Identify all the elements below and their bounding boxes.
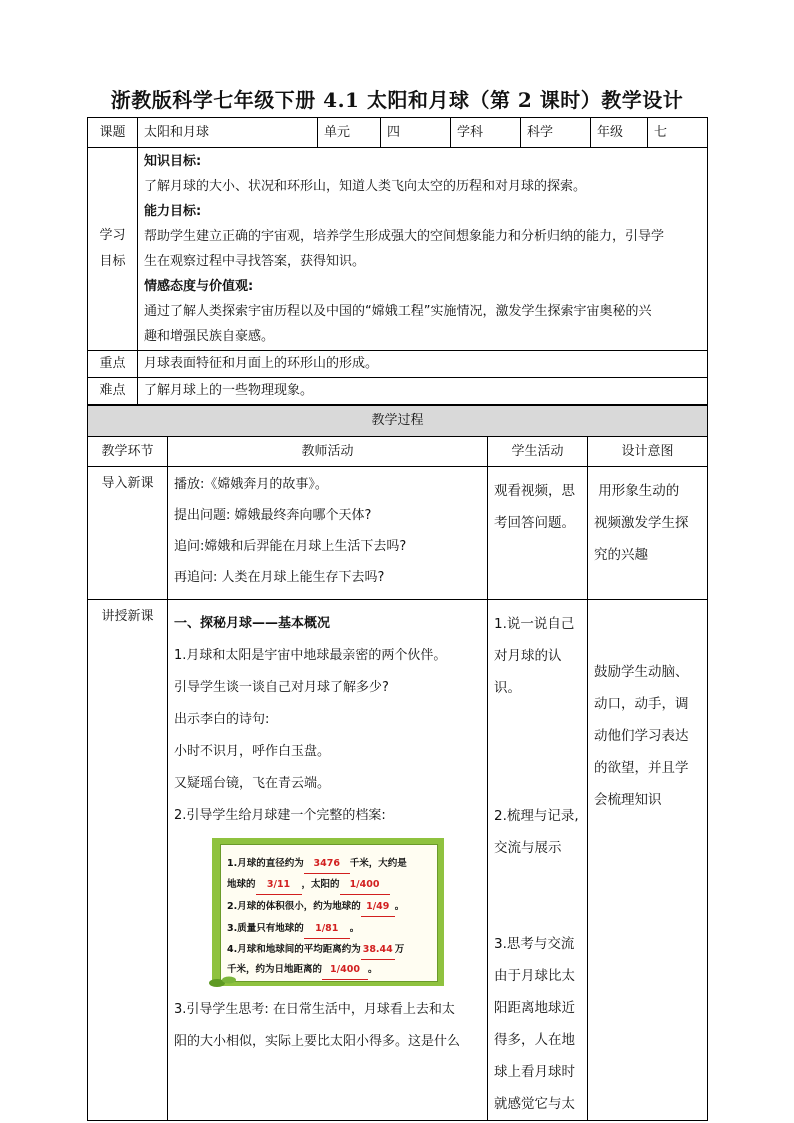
archive-answer: 3/11 [256, 876, 302, 895]
objectives-label-line: 学习 [99, 228, 126, 243]
student-line: 由于月球比太 [494, 968, 575, 984]
teacher-line: 引导学生谈一谈自己对月球了解多少? [174, 680, 389, 695]
process-header: 教学过程 [88, 406, 708, 437]
student-line: 1.说一说自己 [494, 616, 575, 632]
objectives-content [138, 148, 708, 351]
column-header: 教师活动 [168, 437, 488, 467]
attitude-heading: 情感态度与价值观: [144, 279, 254, 294]
archive-answer: 38.44 [361, 941, 395, 960]
student-line: 交流与展示 [494, 840, 562, 856]
grade-value: 七 [648, 118, 708, 148]
objectives-label [88, 148, 138, 351]
ability-text: 生在观察过程中寻找答案，获得知识。 [144, 254, 366, 269]
info-table [87, 117, 708, 405]
key-point-text: 月球表面特征和月面上的环形山的形成。 [138, 351, 708, 378]
leaf-decoration-icon [208, 972, 238, 990]
stage-lecture: 讲授新课 [88, 600, 168, 1121]
column-header: 教学环节 [88, 437, 168, 467]
archive-line [227, 941, 404, 960]
archive-text: 2.月球的体积很小，约为地球的 [227, 901, 361, 912]
intent-line: 视频激发学生探 [594, 515, 689, 531]
teacher-line: 1.月球和太阳是宇宙中地球最亲密的两个伙伴。 [174, 648, 447, 663]
archive-text: 千米，大约是 [349, 858, 407, 869]
intent-line: 动他们学习表达 [594, 728, 689, 744]
student-line: 2.梳理与记录, [494, 808, 579, 824]
student-line: 对月球的认识。 [494, 648, 562, 696]
student-line: 观看视频，思 [494, 483, 575, 499]
ability-heading: 能力目标: [144, 204, 202, 219]
student-line: 阳距离地球近 [494, 1000, 575, 1016]
teacher-line: 2.引导学生给月球建一个完整的档案: [174, 808, 386, 823]
teacher-line: 又疑瑶台镜，飞在青云端。 [174, 776, 331, 791]
attitude-text: 趣和增强民族自豪感。 [144, 329, 275, 344]
intent-line: 究的兴趣 [594, 547, 648, 563]
unit-label: 单元 [318, 118, 381, 148]
difficulty-text: 了解月球上的一些物理现象。 [138, 378, 708, 405]
student-activity-lecture [488, 600, 588, 1121]
student-line: 球上看月球时 [494, 1064, 575, 1080]
student-line: 就感觉它与太 [494, 1096, 575, 1112]
knowledge-text: 了解月球的大小、状况和环形山，知道人类飞向太空的历程和对月球的探索。 [144, 179, 587, 194]
key-point-label: 重点 [88, 351, 138, 378]
student-line: 考回答问题。 [494, 515, 575, 531]
unit-value: 四 [381, 118, 451, 148]
subject-value: 科学 [521, 118, 591, 148]
topic-value: 太阳和月球 [138, 118, 318, 148]
grade-label: 年级 [591, 118, 648, 148]
teacher-line: 3.引导学生思考: 在日常生活中，月球看上去和太 [174, 1002, 455, 1017]
archive-answer: 1/400 [340, 876, 390, 895]
intent-line: 鼓励学生动脑、 [594, 664, 689, 680]
archive-answer: 1/400 [322, 961, 368, 980]
column-header: 学生活动 [488, 437, 588, 467]
teacher-line: 提出问题: 嫦娥最终奔向哪个天体? [174, 508, 372, 523]
archive-line [227, 876, 390, 895]
subject-label: 学科 [451, 118, 521, 148]
knowledge-heading: 知识目标: [144, 154, 202, 169]
process-table [87, 405, 708, 1121]
archive-line: 2.月球的体积很小，约为地球的 1/49 。 [227, 898, 404, 917]
teacher-line: 出示李白的诗句: [174, 712, 270, 727]
archive-text: 地球的 [227, 879, 256, 890]
document-title: 浙教版科学七年级下册 4.1 太阳和月球（第 2 课时）教学设计 [110, 88, 684, 112]
intent-line: 会梳理知识 [594, 792, 662, 808]
archive-line: 千米，约为日地距离的 1/400 。 [227, 961, 378, 980]
student-line: 3.思考与交流 [494, 936, 575, 952]
stage-intro: 导入新课 [88, 467, 168, 600]
archive-text: ，太阳的 [301, 879, 340, 890]
teacher-activity-intro [168, 467, 488, 600]
archive-text: 万 [394, 944, 405, 955]
teacher-line: 追问:嫦娥和后羿能在月球上生活下去吗? [174, 539, 407, 554]
design-intent-lecture [588, 600, 708, 1121]
column-header: 设计意图 [588, 437, 708, 467]
archive-line [227, 855, 407, 874]
intent-line: 的欲望，并且学 [594, 760, 689, 776]
student-activity-intro [488, 467, 588, 600]
attitude-text: 通过了解人类探索宇宙历程以及中国的“嫦娥工程”实施情况，激发学生探索宇宙奥秘的兴 [144, 304, 652, 319]
intent-line: 动口，动手，调 [594, 696, 689, 712]
student-line: 得多，人在地 [494, 1032, 575, 1048]
objectives-label-line: 目标 [99, 254, 126, 269]
teacher-line: 小时不识月，呼作白玉盘。 [174, 744, 331, 759]
archive-text: 4.月球和地球间的平均距离约为 [227, 944, 361, 955]
teacher-line: 播放:《嫦娥奔月的故事》。 [174, 477, 328, 492]
archive-text: 千米，约为日地距离的 [227, 964, 323, 975]
ability-text: 帮助学生建立正确的宇宙观，培养学生形成强大的空间想象能力和分析归纳的能力，引导学 [144, 229, 665, 244]
archive-card [220, 844, 438, 982]
topic-label: 课题 [88, 118, 138, 148]
moon-archive-image [212, 838, 444, 986]
archive-text: 1.月球的直径约为 [227, 858, 304, 869]
design-intent-intro [588, 467, 708, 600]
teacher-activity-lecture [168, 600, 488, 1121]
teacher-line: 再追问: 人类在月球上能生存下去吗? [174, 570, 385, 585]
archive-answer: 1/49 [361, 898, 395, 917]
difficulty-label: 难点 [88, 378, 138, 405]
archive-text: 3.质量只有地球的 [227, 923, 304, 934]
section-heading: 一、探秘月球——基本概况 [174, 616, 331, 631]
archive-answer: 1/81 [304, 920, 350, 939]
intent-line: 用形象生动的 [594, 483, 680, 499]
teacher-line: 阳的大小相似，实际上要比太阳小得多。这是什么 [174, 1034, 461, 1049]
archive-answer: 3476 [304, 855, 350, 874]
archive-line: 3.质量只有地球的 1/81 。 [227, 920, 359, 939]
